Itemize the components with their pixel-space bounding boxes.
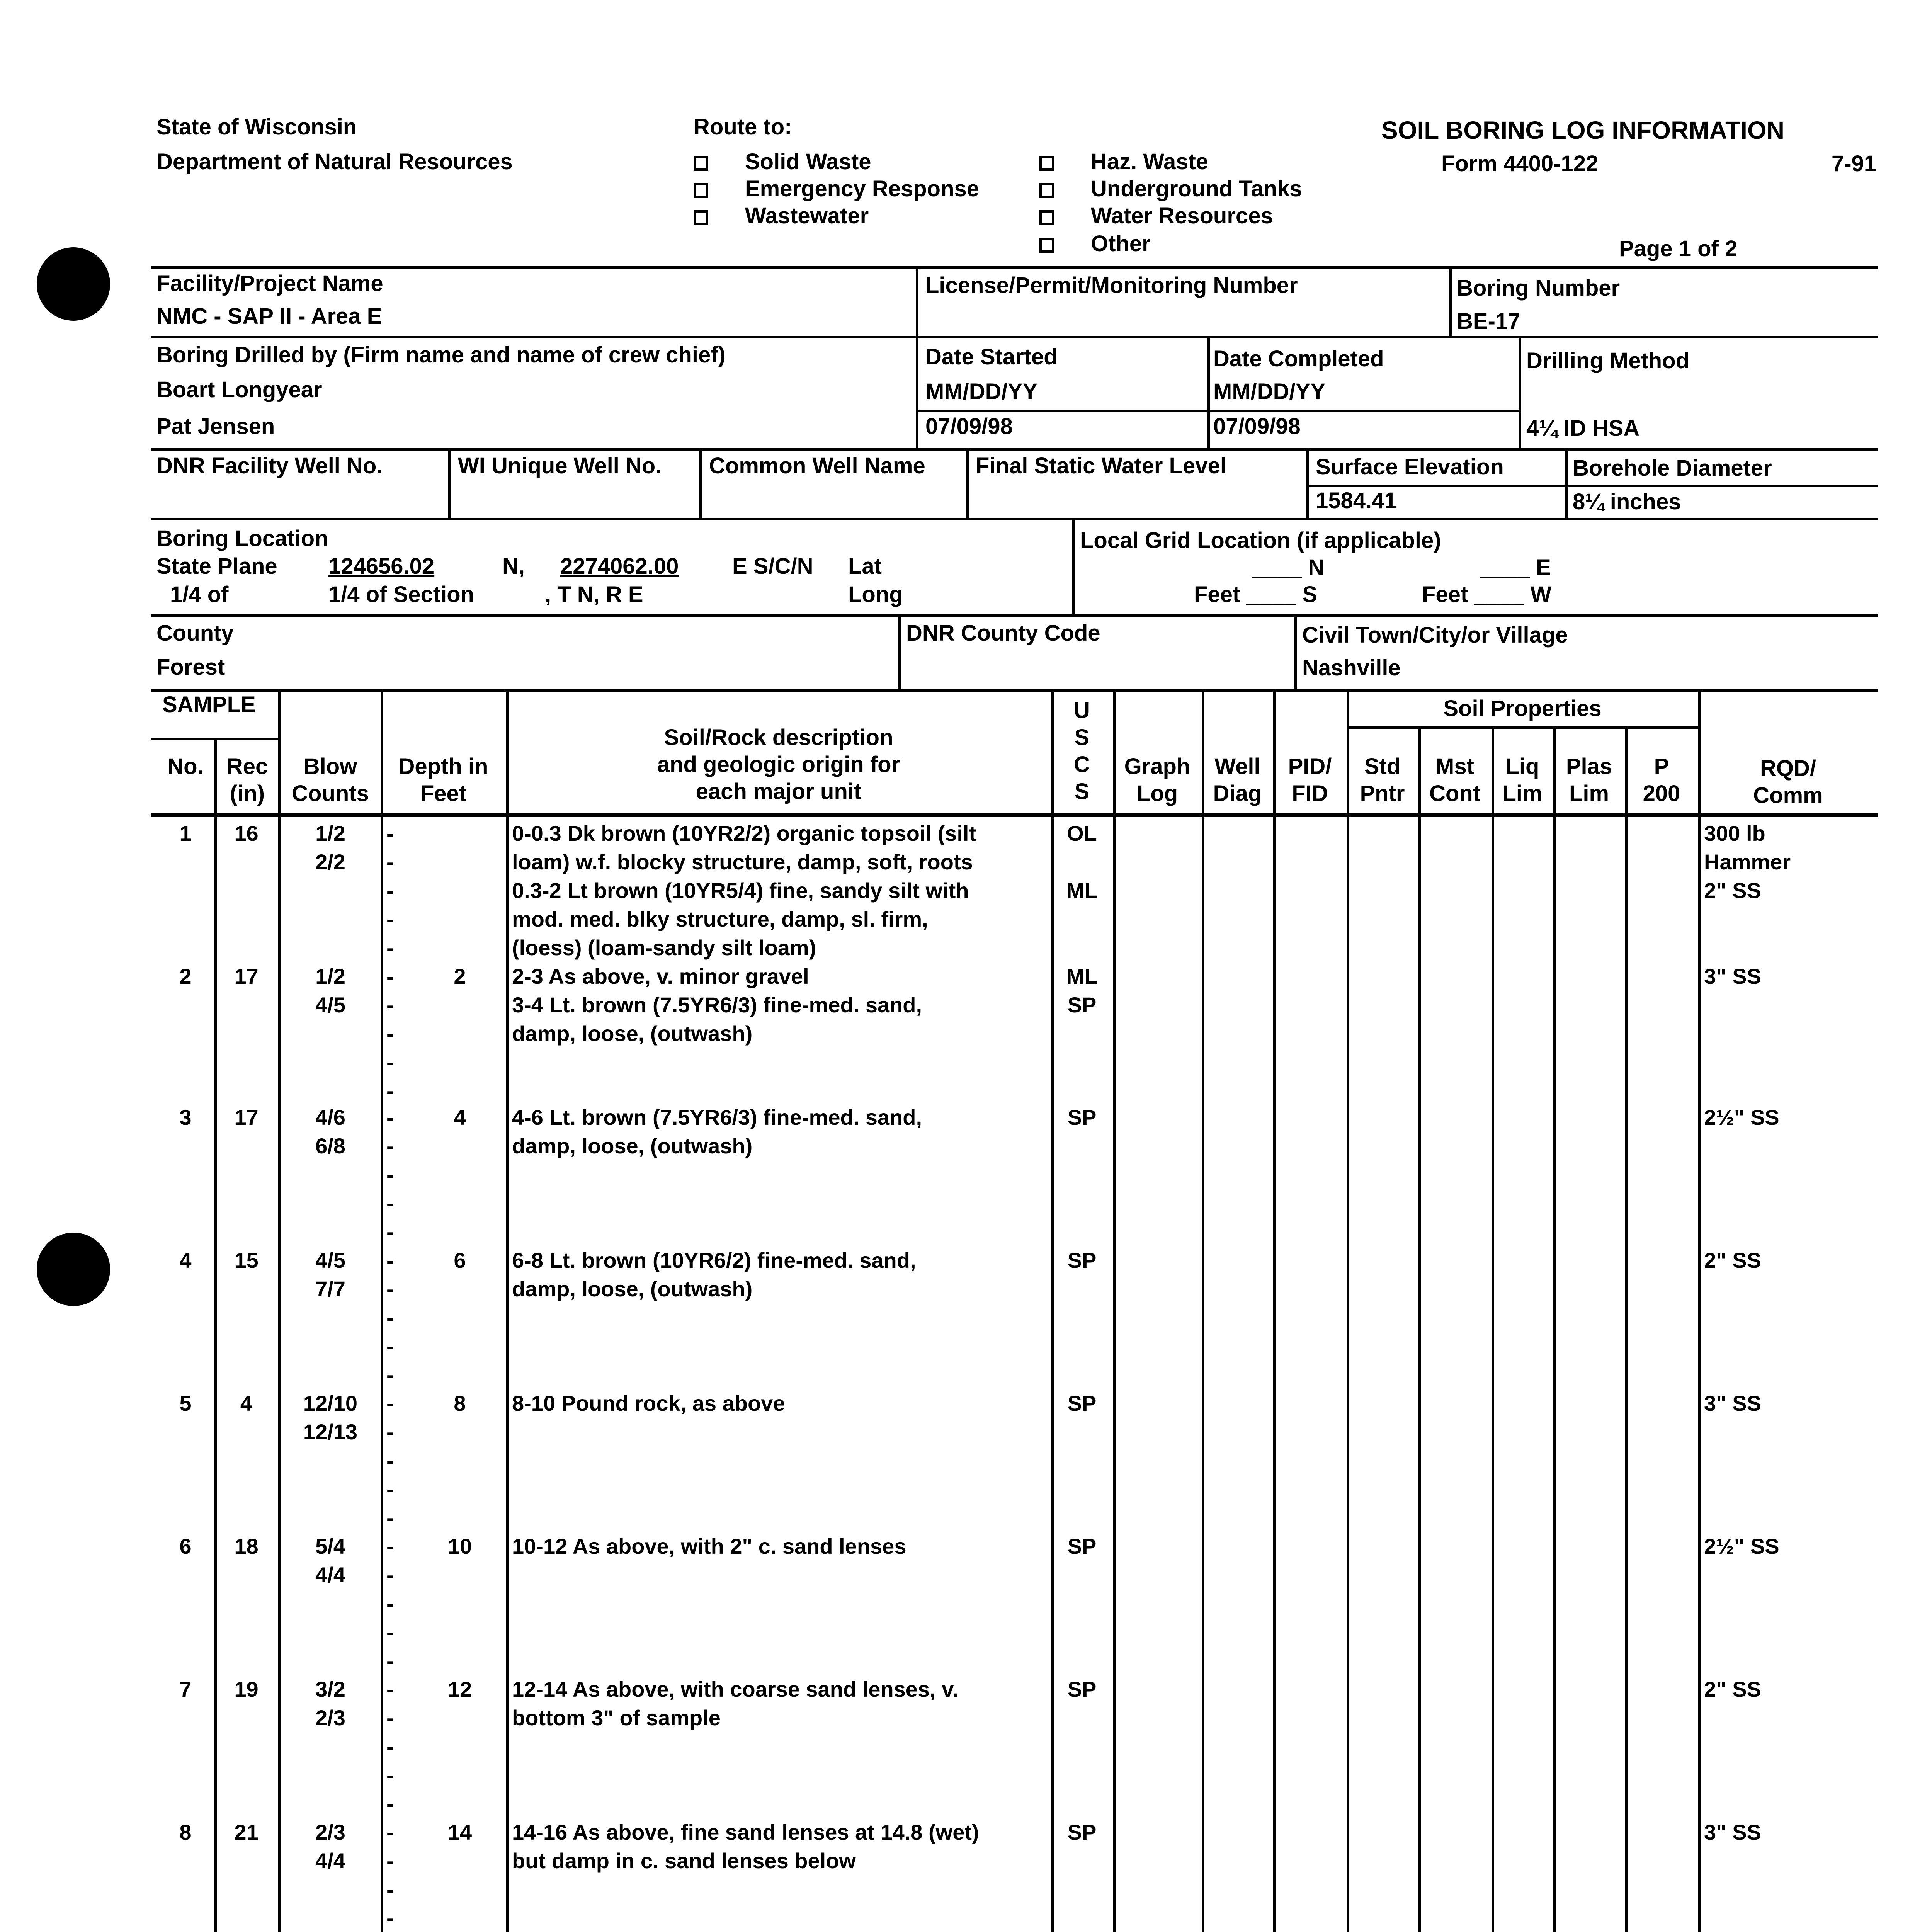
sample-blow-1: 1/2 (315, 964, 345, 988)
header-std: Std (1364, 754, 1401, 779)
sample-description-line: 0-0.3 Dk brown (10YR2/2) organic topsoil (silt (512, 821, 976, 845)
depth-tick: - (386, 1648, 394, 1673)
civil-town-label: Civil Town/City/or Village (1302, 622, 1568, 648)
grid-feet-s: Feet ____ S (1194, 582, 1318, 607)
sample-no: 4 (179, 1248, 192, 1272)
sample-description-line: damp, loose, (outwash) (512, 1134, 753, 1158)
rule (1347, 726, 1698, 729)
sample-blow-2: 6/8 (315, 1134, 345, 1158)
rule (1519, 336, 1521, 448)
sample-description-line: 0.3-2 Lt brown (10YR5/4) fine, sandy silt with (512, 878, 969, 903)
header-graph-log: Log (1136, 781, 1178, 806)
quarter-label: 1/4 of (170, 582, 229, 607)
checkbox[interactable] (694, 156, 708, 171)
sample-blow-1: 4/6 (315, 1105, 345, 1129)
depth-tick: - (386, 907, 394, 931)
header-blow: Blow (303, 754, 357, 779)
sample-blow-1: 12/10 (303, 1391, 358, 1415)
boring-location-label: Boring Location (156, 526, 328, 551)
checkbox[interactable] (1039, 156, 1054, 171)
sample-rqd-comm: 2½" SS (1704, 1105, 1779, 1129)
sample-description-line: 6-8 Lt. brown (10YR6/2) fine-med. sand, (512, 1248, 916, 1272)
date-started-format: MM/DD/YY (925, 379, 1037, 404)
form-title: SOIL BORING LOG INFORMATION (1381, 116, 1784, 144)
sample-no: 3 (179, 1105, 192, 1129)
state-plane-e: 2274062.00 (560, 554, 679, 579)
checkbox[interactable] (1039, 238, 1054, 253)
sample-rec: 19 (234, 1677, 259, 1701)
n-label: N, (502, 554, 525, 579)
depth-tick: - (386, 1219, 394, 1244)
state-plane-n: 124656.02 (328, 554, 435, 579)
sample-uscs: SP (1067, 1820, 1097, 1844)
rule (1202, 689, 1204, 1932)
wi-unique-label: WI Unique Well No. (458, 453, 662, 478)
depth-tick: - (386, 1448, 394, 1473)
punch-hole-top (37, 247, 110, 321)
rule (1625, 726, 1628, 1932)
header-mst-cont: Cont (1429, 781, 1481, 806)
depth-tick: - (386, 1362, 394, 1387)
sample-blow-2: 2/3 (315, 1706, 345, 1730)
rule (381, 689, 383, 1932)
depth-tick: - (386, 1563, 394, 1587)
header-desc-3: each major unit (696, 779, 862, 804)
sample-description-line: but damp in c. sand lenses below (512, 1849, 856, 1873)
sample-blow-2: 12/13 (303, 1420, 358, 1444)
sample-description-line: mod. med. blky structure, damp, sl. firm, (512, 907, 928, 931)
depth-tick: - (386, 1248, 394, 1272)
rule (506, 689, 509, 1932)
rule (1492, 726, 1494, 1932)
header-std-pntr: Pntr (1360, 781, 1405, 806)
sample-description-line: 2-3 As above, v. minor gravel (512, 964, 809, 988)
sample-blow-2: 2/2 (315, 850, 345, 874)
depth-tick: - (386, 850, 394, 874)
drilled-by-firm: Boart Longyear (156, 377, 322, 402)
header-mst: Mst (1435, 754, 1474, 779)
depth-tick: - (386, 1134, 394, 1158)
rule (214, 738, 217, 1932)
sample-rqd-comm: 300 lb (1704, 821, 1765, 845)
header-no: No. (167, 754, 204, 779)
header-pid: PID/ (1288, 754, 1332, 779)
depth-tick: - (386, 1050, 394, 1074)
depth-tick: - (386, 1021, 394, 1046)
header-p: P (1654, 754, 1669, 779)
sample-blow-2: 4/4 (315, 1849, 345, 1873)
depth-tick: - (386, 1078, 394, 1103)
rule (151, 614, 1878, 617)
sample-description-line: 3-4 Lt. brown (7.5YR6/3) fine-med. sand, (512, 993, 922, 1017)
depth-tick: - (386, 1906, 394, 1930)
depth-tick: - (386, 1334, 394, 1358)
sample-rec: 16 (234, 821, 259, 845)
depth-tick: - (386, 1791, 394, 1816)
header-well: Well (1214, 754, 1260, 779)
sample-uscs: SP (1067, 1391, 1097, 1415)
rule (1306, 448, 1309, 518)
route-to-label: Route to: (694, 114, 792, 139)
rule (699, 448, 702, 518)
sample-rec: 21 (234, 1820, 259, 1844)
header-soil-properties: Soil Properties (1443, 696, 1602, 721)
sample-no: 6 (179, 1534, 192, 1558)
header-plas-lim: Lim (1569, 781, 1609, 806)
route-haz-waste[interactable]: Haz. Waste (1039, 149, 1208, 175)
boring-number-label: Boring Number (1457, 276, 1620, 301)
civil-town-value: Nashville (1302, 655, 1401, 680)
sample-blow-1: 2/3 (315, 1820, 345, 1844)
sample-description-line: damp, loose, (outwash) (512, 1021, 753, 1046)
header-rec-unit: (in) (230, 781, 265, 806)
sample-blow-1: 1/2 (315, 821, 345, 845)
sample-depth: 10 (447, 1534, 472, 1558)
quarter-section-label: 1/4 of Section (328, 582, 474, 607)
rule (966, 448, 969, 518)
rule (151, 336, 1878, 338)
rule (448, 448, 451, 518)
rule (1553, 726, 1556, 1932)
facility-value: NMC - SAP II - Area E (156, 304, 382, 329)
depth-tick: - (386, 1849, 394, 1873)
depth-tick: - (386, 1191, 394, 1215)
header-depth-feet: Feet (420, 781, 467, 806)
static-water-label: Final Static Water Level (976, 453, 1226, 478)
header-desc-1: Soil/Rock description (664, 725, 893, 750)
depth-tick: - (386, 964, 394, 988)
rule (1449, 266, 1452, 336)
rule (1347, 689, 1349, 1932)
borehole-diam-label: Borehole Diameter (1573, 456, 1772, 481)
header-uscs-u: U (1074, 698, 1090, 723)
sample-description-line: 8-10 Pound rock, as above (512, 1391, 785, 1415)
common-well-label: Common Well Name (709, 453, 925, 478)
rule (916, 336, 918, 448)
punch-hole-middle (37, 1233, 110, 1306)
checkbox[interactable] (1039, 183, 1054, 198)
header-liq: Liq (1505, 754, 1539, 779)
sample-blow-1: 3/2 (315, 1677, 345, 1701)
header-rqd: RQD/ (1760, 756, 1816, 781)
depth-tick: - (386, 821, 394, 845)
route-wastewater[interactable]: Wastewater (694, 203, 869, 229)
header-liq-lim: Lim (1502, 781, 1543, 806)
grid-e: ____ E (1480, 555, 1551, 580)
rule (1418, 726, 1421, 1932)
rule (151, 448, 1878, 451)
surface-elev-value: 1584.41 (1316, 488, 1397, 513)
header-sample: SAMPLE (162, 692, 256, 717)
facility-label: Facility/Project Name (156, 271, 383, 296)
sample-depth: 2 (454, 964, 466, 988)
header-uscs-s1: S (1074, 725, 1090, 750)
surface-elev-label: Surface Elevation (1316, 454, 1504, 480)
sample-description-line: 4-6 Lt. brown (7.5YR6/3) fine-med. sand, (512, 1105, 922, 1129)
header-p-200: 200 (1643, 781, 1680, 806)
date-completed-label: Date Completed (1213, 346, 1384, 371)
depth-tick: - (386, 993, 394, 1017)
depth-tick: - (386, 1305, 394, 1330)
header-rec: Rec (226, 754, 268, 779)
sample-blow-1: 5/4 (315, 1534, 345, 1558)
rule (1208, 336, 1210, 448)
sample-rec: 17 (234, 964, 259, 988)
form-revision: 7-91 (1832, 151, 1877, 176)
depth-tick: - (386, 1591, 394, 1616)
sample-description-line: 10-12 As above, with 2" c. sand lenses (512, 1534, 906, 1558)
header-well-diag: Diag (1213, 781, 1262, 806)
depth-tick: - (386, 1877, 394, 1901)
date-started-value: 07/09/98 (925, 414, 1013, 439)
route-other[interactable]: Other (1039, 231, 1151, 257)
drilling-method-value: 4¼ ID HSA (1526, 416, 1640, 441)
rule (1565, 448, 1568, 518)
rule (916, 266, 918, 336)
sample-blow-1: 4/5 (315, 1248, 345, 1272)
sample-rec: 17 (234, 1105, 259, 1129)
checkbox[interactable] (694, 183, 708, 198)
depth-tick: - (386, 1763, 394, 1787)
sample-description-line: damp, loose, (outwash) (512, 1277, 753, 1301)
rule (151, 689, 1878, 692)
sample-rqd-comm: 2" SS (1704, 878, 1761, 903)
drilled-by-label: Boring Drilled by (Firm name and name of crew chief) (156, 342, 726, 367)
header-uscs-s2: S (1074, 779, 1090, 804)
county-code-label: DNR County Code (906, 621, 1100, 646)
header-uscs-c: C (1074, 752, 1090, 777)
sample-uscs: SP (1067, 1248, 1097, 1272)
rule (151, 813, 1878, 817)
depth-tick: - (386, 878, 394, 903)
depth-tick: - (386, 1820, 394, 1844)
rule (1306, 485, 1878, 487)
header-pid-fid: FID (1292, 781, 1328, 806)
depth-tick: - (386, 1620, 394, 1644)
grid-feet-w: Feet ____ W (1422, 582, 1552, 607)
sample-uscs: SP (1067, 1105, 1097, 1129)
depth-tick: - (386, 1505, 394, 1530)
date-started-label: Date Started (925, 344, 1058, 369)
drilled-by-chief: Pat Jensen (156, 414, 275, 439)
sample-depth: 4 (454, 1105, 466, 1129)
depth-tick: - (386, 1534, 394, 1558)
depth-tick: - (386, 1420, 394, 1444)
depth-tick: - (386, 1105, 394, 1129)
sample-rqd-comm: 2" SS (1704, 1248, 1761, 1272)
sample-rec: 4 (240, 1391, 253, 1415)
dnr-well-label: DNR Facility Well No. (156, 453, 383, 478)
sample-rec: 18 (234, 1534, 259, 1558)
state-name: State of Wisconsin (156, 114, 357, 139)
long-label: Long (848, 582, 903, 607)
county-value: Forest (156, 655, 225, 680)
header-rqd-comm: Comm (1753, 783, 1823, 808)
header-plas: Plas (1566, 754, 1612, 779)
depth-tick: - (386, 1162, 394, 1187)
page-indicator: Page 1 of 2 (1619, 236, 1738, 261)
lat-label: Lat (848, 554, 882, 579)
sample-description-line: (loess) (loam-sandy silt loam) (512, 935, 816, 960)
grid-n: ____ N (1252, 555, 1325, 580)
boring-number-value: BE-17 (1457, 309, 1520, 334)
rule (1698, 689, 1701, 1932)
sample-uscs: SP (1067, 1677, 1097, 1701)
rule (1294, 614, 1297, 689)
depth-tick: - (386, 1477, 394, 1501)
date-completed-value: 07/09/98 (1213, 414, 1301, 439)
depth-tick: - (386, 1277, 394, 1301)
rule (1072, 518, 1075, 614)
rule (1051, 689, 1054, 1932)
sample-no: 5 (179, 1391, 192, 1415)
sample-rqd-comm: 3" SS (1704, 1391, 1761, 1415)
state-plane-label: State Plane (156, 554, 277, 579)
borehole-diam-value: 8¼ inches (1573, 489, 1681, 514)
sample-rqd-comm: Hammer (1704, 850, 1791, 874)
sample-depth: 12 (447, 1677, 472, 1701)
sample-depth: 8 (454, 1391, 466, 1415)
sample-blow-2: 4/5 (315, 993, 345, 1017)
sample-rqd-comm: 2½" SS (1704, 1534, 1779, 1558)
sample-uscs: OL (1067, 821, 1097, 845)
sample-no: 1 (179, 821, 192, 845)
sample-rqd-comm: 2" SS (1704, 1677, 1761, 1701)
sample-blow-2: 4/4 (315, 1563, 345, 1587)
route-solid-waste[interactable]: Solid Waste (694, 149, 871, 175)
header-desc-2: and geologic origin for (657, 752, 900, 777)
depth-tick: - (386, 1734, 394, 1759)
header-graph: Graph (1124, 754, 1190, 779)
route-water-resources[interactable]: Water Resources (1039, 203, 1273, 229)
sample-no: 2 (179, 964, 192, 988)
checkbox[interactable] (694, 210, 708, 225)
sample-description-line: loam) w.f. blocky structure, damp, soft, roots (512, 850, 973, 874)
sample-no: 8 (179, 1820, 192, 1844)
sample-description-line: 12-14 As above, with coarse sand lenses, v. (512, 1677, 958, 1701)
rule (898, 614, 901, 689)
depth-tick: - (386, 1677, 394, 1701)
sample-rec: 15 (234, 1248, 259, 1272)
sample-depth: 6 (454, 1248, 466, 1272)
depth-tick: - (386, 1706, 394, 1730)
route-underground-tanks[interactable]: Underground Tanks (1039, 176, 1302, 202)
route-emergency-response[interactable]: Emergency Response (694, 176, 979, 202)
rule (918, 410, 1519, 412)
local-grid-label: Local Grid Location (if applicable) (1080, 528, 1441, 553)
rule (151, 518, 1878, 520)
header-depth: Depth in (398, 754, 488, 779)
sample-depth: 14 (447, 1820, 472, 1844)
sample-no: 7 (179, 1677, 192, 1701)
sample-description-line: bottom 3" of sample (512, 1706, 721, 1730)
header-blow-counts: Counts (292, 781, 369, 806)
depth-tick: - (386, 935, 394, 960)
sample-uscs: SP (1067, 993, 1097, 1017)
rule (1113, 689, 1116, 1932)
sample-uscs: ML (1066, 964, 1098, 988)
county-label: County (156, 621, 234, 646)
sample-uscs: ML (1066, 878, 1098, 903)
e-label: E S/C/N (732, 554, 813, 579)
department-name: Department of Natural Resources (156, 149, 513, 174)
rule (1273, 689, 1276, 1932)
sample-blow-2: 7/7 (315, 1277, 345, 1301)
sample-uscs: SP (1067, 1534, 1097, 1558)
checkbox[interactable] (1039, 210, 1054, 225)
depth-tick: - (386, 1391, 394, 1415)
tnr-label: , T N, R E (545, 582, 643, 607)
sample-description-line: 14-16 As above, fine sand lenses at 14.8 (wet) (512, 1820, 979, 1844)
drilling-method-label: Drilling Method (1526, 348, 1690, 373)
sample-rqd-comm: 3" SS (1704, 1820, 1761, 1844)
license-label: License/Permit/Monitoring Number (925, 273, 1298, 298)
date-completed-format: MM/DD/YY (1213, 379, 1325, 404)
rule (151, 266, 1878, 269)
form-number: Form 4400-122 (1441, 151, 1599, 176)
sample-rqd-comm: 3" SS (1704, 964, 1761, 988)
